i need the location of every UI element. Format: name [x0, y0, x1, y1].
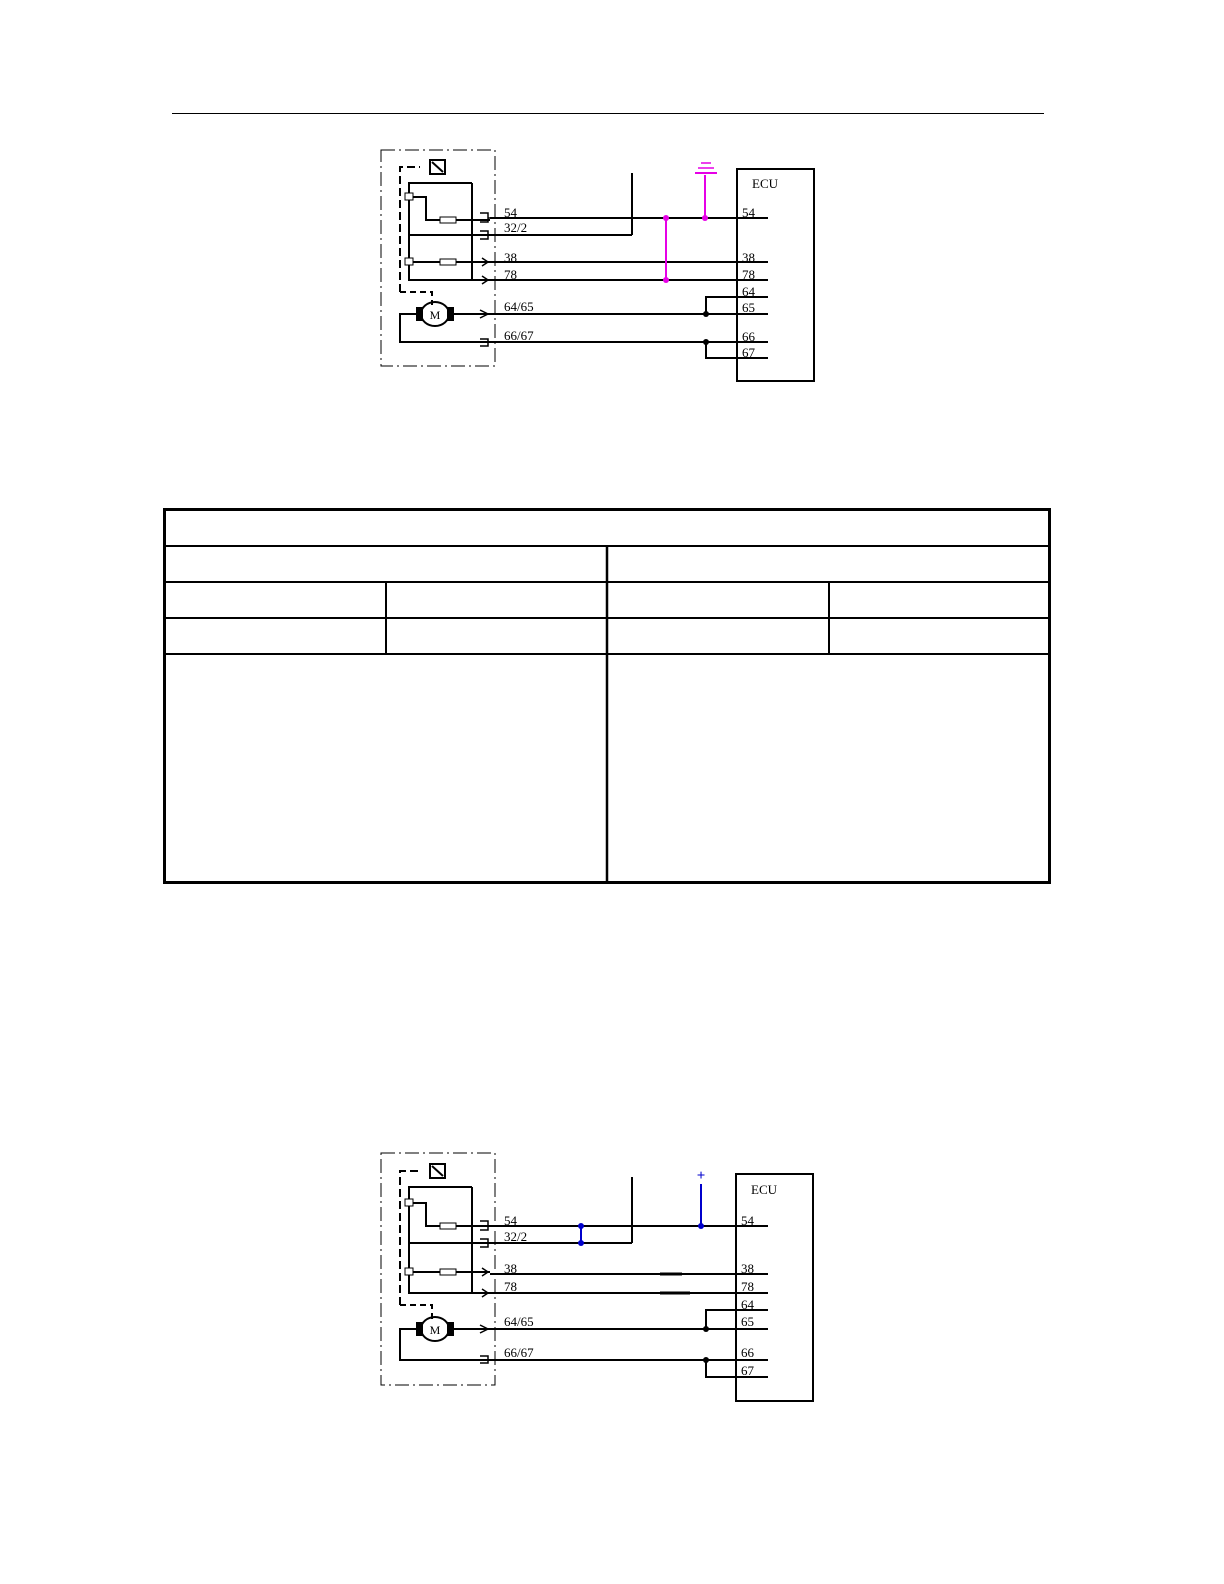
wire-label: 54	[504, 1213, 517, 1228]
ecu-pin-label: 38	[742, 250, 755, 265]
wiring-diagram-ground-test	[360, 140, 830, 390]
header-rule	[172, 113, 1044, 114]
ecu-pin-label: 54	[742, 205, 755, 220]
ecu-pin-label: 65	[742, 300, 755, 315]
resistor-1	[440, 217, 456, 223]
ecu-pin-label: 67	[742, 345, 755, 360]
ground-probe	[663, 163, 717, 283]
ecu-pin-label: 66	[742, 329, 755, 344]
wire-label: 64/65	[504, 299, 534, 314]
plus-icon: +	[696, 1168, 706, 1184]
wire-label: 66/67	[504, 1345, 534, 1360]
svg-text:M: M	[429, 1323, 441, 1337]
motor-icon	[417, 302, 453, 326]
sensor-box-icon	[430, 1164, 445, 1178]
wire-label: 78	[504, 1279, 517, 1294]
empty-table	[163, 508, 1051, 884]
sensor-box-icon	[430, 160, 445, 174]
ecu-label: ECU	[752, 176, 778, 191]
motor-icon	[417, 1317, 453, 1341]
wire-label: 38	[504, 250, 517, 265]
ecu-pin-label: 66	[741, 1345, 754, 1360]
wire-label: 66/67	[504, 328, 534, 343]
wire-label: 32/2	[504, 220, 528, 235]
svg-text:M: M	[429, 308, 441, 322]
ecu-pin-label: 78	[741, 1279, 754, 1294]
resistor-1	[440, 1223, 456, 1229]
power-probe	[578, 1184, 704, 1246]
resistor-2	[440, 259, 456, 265]
resistor-2	[440, 1269, 456, 1275]
ecu-pin-label: 54	[741, 1213, 754, 1228]
ecu-pin-label: 38	[741, 1261, 754, 1276]
wire-label: 54	[504, 205, 517, 220]
ecu-pin-label: 65	[741, 1314, 754, 1329]
wiring-diagram-power-test	[360, 1145, 830, 1405]
ecu-pin-label: 64	[741, 1297, 754, 1312]
wire-label: 32/2	[504, 1229, 528, 1244]
wire-label: 64/65	[504, 1314, 534, 1329]
ecu-pin-label: 64	[742, 284, 755, 299]
ecu-label: ECU	[751, 1182, 777, 1197]
ecu-pin-label: 67	[741, 1363, 754, 1378]
wire-label: 38	[504, 1261, 517, 1276]
wire-label: 78	[504, 267, 517, 282]
ecu-pin-label: 78	[742, 267, 755, 282]
